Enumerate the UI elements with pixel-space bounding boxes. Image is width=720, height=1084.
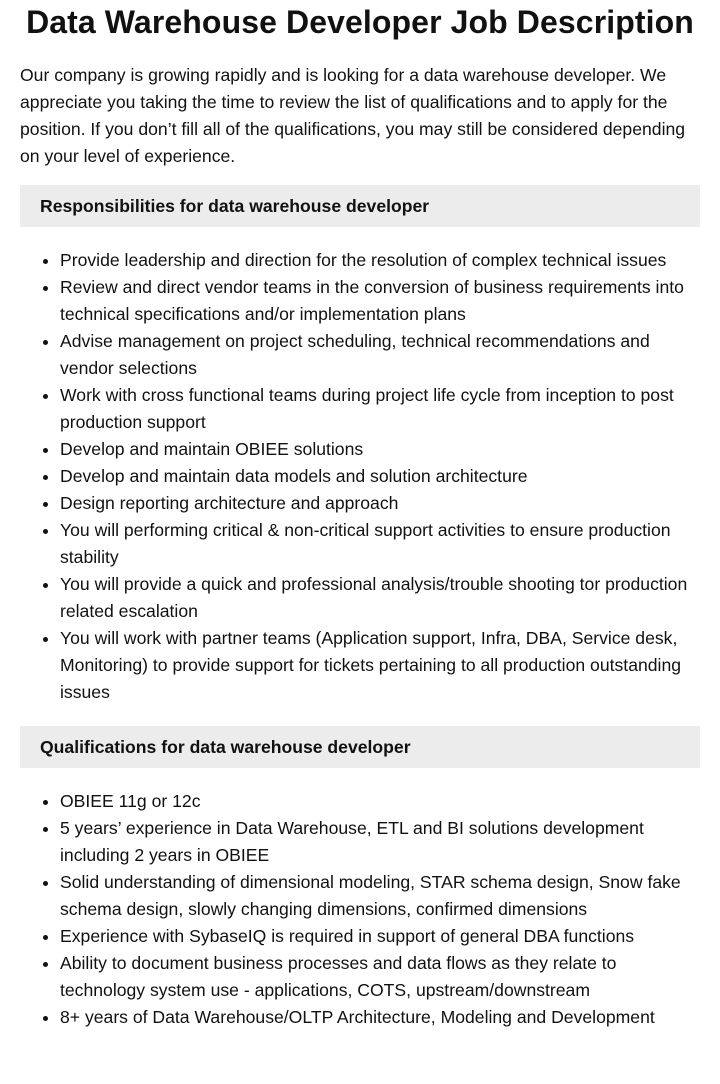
list-item: • Solid understanding of dimensional modeling, STAR schema design, Snow fake schema design, slowly changing dimensions, confirmed dimensions bbox=[60, 869, 700, 923]
qualifications-list bbox=[20, 788, 700, 1031]
list-item: • Work with cross functional teams during project life cycle from inception to post production support bbox=[60, 382, 700, 436]
responsibilities-list bbox=[20, 247, 700, 706]
responsibilities-heading: Responsibilities for data warehouse developer bbox=[20, 185, 700, 227]
list-item: • 5 years’ experience in Data Warehouse, ETL and BI solutions development including 2 years in OBIEE bbox=[60, 815, 700, 869]
list-item: • You will provide a quick and professional analysis/trouble shooting tor production related escalation bbox=[60, 571, 700, 625]
intro-paragraph: Our company is growing rapidly and is looking for a data warehouse developer. We appreciate you taking the time to review the list of qualifications and to apply for the position. If you don’t fill all of the qualifications, you may still be considered depending on your level of experience. bbox=[20, 65, 686, 166]
list-item: • Develop and maintain data models and solution architecture bbox=[60, 463, 700, 490]
list-item: • Experience with SybaseIQ is required in support of general DBA functions bbox=[60, 923, 700, 950]
list-item: • Review and direct vendor teams in the conversion of business requirements into technical specifications and/or implementation plans bbox=[60, 274, 700, 328]
page-title: Data Warehouse Developer Job Description bbox=[26, 4, 694, 40]
list-item: • OBIEE 11g or 12c bbox=[60, 788, 700, 815]
list-item: • Ability to document business processes and data flows as they relate to technology system use - applications, COTS, upstream/downstream bbox=[60, 950, 700, 1004]
list-item: • Provide leadership and direction for the resolution of complex technical issues bbox=[60, 247, 700, 274]
list-item: • 8+ years of Data Warehouse/OLTP Architecture, Modeling and Development bbox=[60, 1004, 700, 1031]
list-item: • Advise management on project scheduling, technical recommendations and vendor selections bbox=[60, 328, 700, 382]
list-item: • Design reporting architecture and approach bbox=[60, 490, 700, 517]
qualifications-heading: Qualifications for data warehouse developer bbox=[20, 726, 700, 768]
list-item: • You will performing critical & non-critical support activities to ensure production stability bbox=[60, 517, 700, 571]
list-item: • Develop and maintain OBIEE solutions bbox=[60, 436, 700, 463]
list-item: • You will work with partner teams (Application support, Infra, DBA, Service desk, Monitoring) to provide support for tickets pertaining to all production outstanding issues bbox=[60, 625, 700, 706]
